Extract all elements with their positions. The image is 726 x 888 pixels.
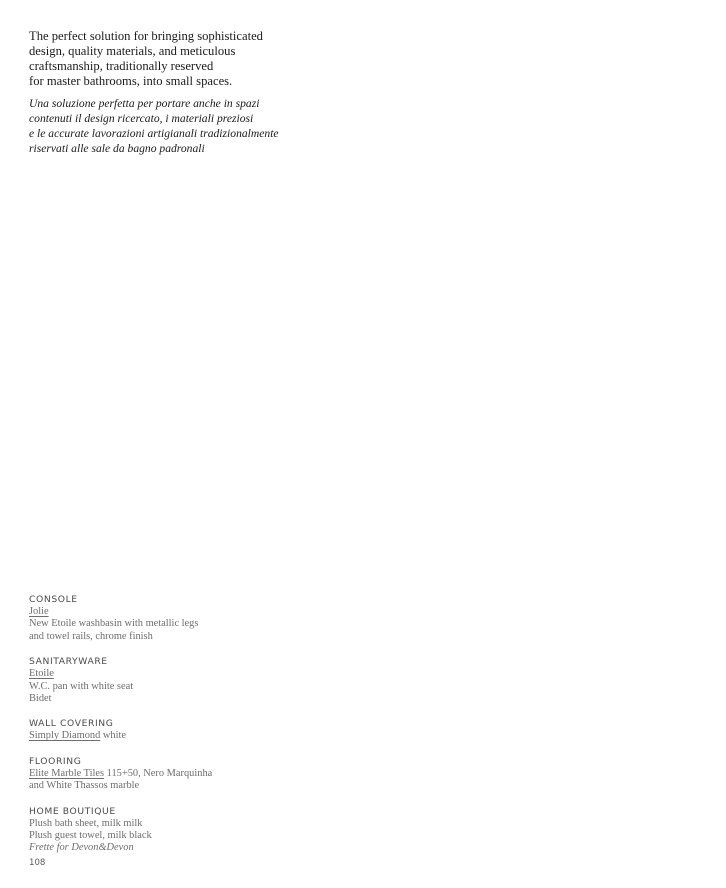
intro-italian [29,96,329,156]
spec-line [29,730,429,742]
product-link-elite-marble-tiles[interactable]: Elite Marble Tiles [29,767,105,779]
intro-text [29,29,329,156]
intro-italian-line: riservati alle sale da bagno padronali [29,142,205,155]
spec-line: Bidet [29,693,52,705]
spec-line: New Etoile washbasin with metallic legs [29,618,199,630]
spec-line [29,668,429,680]
spec-credit: Frette for Devon&Devon [29,842,134,854]
page-number: 108 [29,858,46,868]
spec-heading: HOME BOUTIQUE [29,805,116,817]
spec-sanitaryware [29,655,429,705]
spec-console [29,593,429,643]
spec-line [29,606,429,618]
spec-suffix: white [100,730,126,742]
intro-english-line: The perfect solution for bringing sophisticated [29,29,263,43]
intro-italian-line: contenuti il design ricercato, i materiali preziosi [29,112,254,125]
product-link-simply-diamond[interactable]: Simply Diamond [29,730,101,742]
spec-heading: CONSOLE [29,594,78,605]
spec-heading: WALL COVERING [29,718,114,730]
intro-english-line: design, quality materials, and meticulous [29,44,236,58]
intro-italian-line: e le accurate lavorazioni artigianali tradizionalmente [29,127,279,140]
intro-italian-line: Una soluzione perfetta per portare anche in spazi [29,97,260,110]
spec-flooring [29,755,429,793]
spec-line: W.C. pan with white seat [29,680,134,692]
spec-line: Plush bath sheet, milk milk [29,817,143,829]
spec-suffix: 115+50, Nero Marquinha [104,767,213,779]
spec-wall-covering [29,717,429,742]
product-specs [29,593,429,867]
product-link-etoile[interactable]: Etoile [29,668,54,680]
intro-english [29,29,329,89]
spec-line: and towel rails, chrome finish [29,630,153,642]
spec-line: and White Thassos marble [29,780,140,792]
intro-english-line: for master bathrooms, into small spaces. [29,74,233,88]
spec-line [29,768,429,780]
product-link-jolie[interactable]: Jolie [29,606,49,617]
spec-line: Plush guest towel, milk black [29,830,152,842]
spec-home-boutique [29,805,429,855]
intro-english-line: craftsmanship, traditionally reserved [29,59,214,73]
spec-heading: SANITARYWARE [29,656,108,668]
spec-heading: FLOORING [29,755,82,767]
